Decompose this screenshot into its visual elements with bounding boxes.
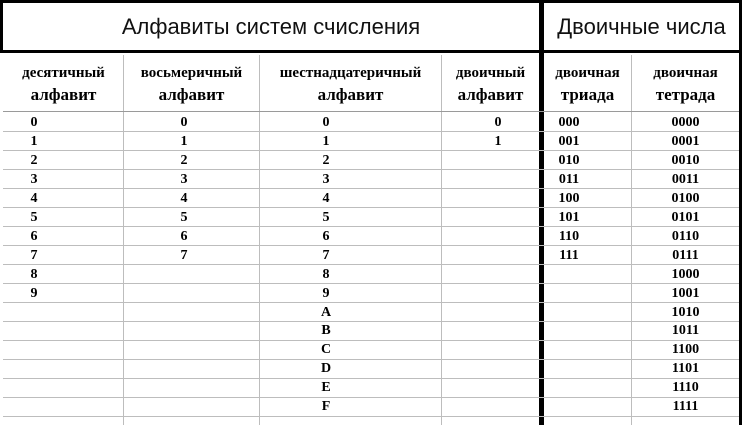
decimal-cell: 6 <box>30 228 38 244</box>
tetrad-cell: 0110 <box>671 228 700 244</box>
triad-cell <box>544 321 594 340</box>
decimal-cell: 5 <box>30 209 38 225</box>
triad-cell: 001 <box>558 133 580 149</box>
tetrad-cell: 1011 <box>671 323 700 339</box>
binary-cell <box>442 151 554 170</box>
octal-cell <box>124 303 244 322</box>
decimal-header-line2: алфавит <box>30 85 97 104</box>
triad-cell <box>544 340 594 359</box>
triad-header <box>544 62 631 110</box>
octal-cell <box>124 284 244 303</box>
hex-header-line1: шестнадцатеричный <box>279 65 422 81</box>
binary-alphabet-header <box>442 62 539 110</box>
decimal-cell: 3 <box>30 171 38 187</box>
octal-cell <box>124 378 244 397</box>
tetrad-cell: 1110 <box>672 380 699 396</box>
binary-cell <box>442 246 554 265</box>
triad-cell <box>544 265 594 284</box>
decimal-cell <box>4 397 64 416</box>
binary-cell <box>442 321 554 340</box>
hex-cell: E <box>321 380 331 396</box>
octal-cell <box>124 397 244 416</box>
triad-cell: 011 <box>558 171 580 187</box>
binary-cell: 1 <box>494 133 502 149</box>
hex-cell: 1 <box>322 133 330 149</box>
tetrad-cell: 0011 <box>671 171 700 187</box>
tetrad-cell: 1000 <box>671 266 700 282</box>
binary-cell <box>442 170 554 189</box>
tetrad-cell: 1100 <box>671 342 700 358</box>
hex-cell: 7 <box>322 247 330 263</box>
triad-cell <box>544 284 594 303</box>
hex-cell: 5 <box>322 209 330 225</box>
triad-cell <box>544 378 594 397</box>
octal-cell <box>124 321 244 340</box>
tetrad-cell: 1010 <box>671 304 700 320</box>
hex-cell: B <box>321 323 331 339</box>
triad-header-line2: триада <box>560 85 615 104</box>
hex-cell: 9 <box>322 285 330 301</box>
row-separator <box>3 416 739 417</box>
binary-cell: 0 <box>494 115 502 130</box>
octal-cell <box>124 340 244 359</box>
hex-cell: 4 <box>322 190 330 206</box>
binary-numbers-title: Двоичные числа <box>557 14 726 39</box>
alphabets-title: Алфавиты систем счисления <box>121 14 421 39</box>
tetrad-header <box>632 62 739 110</box>
triad-cell: 110 <box>558 228 580 244</box>
binary-header-line2: алфавит <box>457 85 524 104</box>
binary-cell <box>442 378 554 397</box>
binary-cell <box>442 227 554 246</box>
header-separator <box>3 111 739 112</box>
binary-header-line1: двоичный <box>455 65 526 81</box>
binary-cell <box>442 284 554 303</box>
hex-cell: 0 <box>322 115 330 130</box>
tetrad-cell: 0100 <box>671 190 700 206</box>
octal-header-line2: алфавит <box>158 85 225 104</box>
octal-cell: 7 <box>180 247 188 263</box>
decimal-cell: 7 <box>30 247 38 263</box>
decimal-cell <box>4 303 64 322</box>
triad-cell <box>544 397 594 416</box>
octal-cell: 5 <box>180 209 188 225</box>
hex-cell: A <box>320 304 332 320</box>
hex-cell: C <box>320 342 332 358</box>
tetrad-cell: 0101 <box>671 209 700 225</box>
hex-cell: 2 <box>322 152 330 168</box>
triad-cell <box>544 303 594 322</box>
triad-header-line1: двоичная <box>555 65 620 81</box>
octal-cell: 1 <box>180 133 188 149</box>
triad-cell: 111 <box>559 247 579 263</box>
tetrad-header-line1: двоичная <box>653 65 718 81</box>
triad-cell: 100 <box>558 190 580 206</box>
binary-cell <box>442 340 554 359</box>
hex-cell: 8 <box>322 266 330 282</box>
decimal-alphabet-header <box>4 62 123 110</box>
octal-cell: 6 <box>180 228 188 244</box>
tetrad-header-line2: тетрада <box>655 85 716 104</box>
binary-cell <box>442 303 554 322</box>
decimal-cell <box>4 321 64 340</box>
decimal-cell: 2 <box>30 152 38 168</box>
octal-header-line1: восьмеричный <box>140 65 243 81</box>
octal-cell: 0 <box>180 115 188 130</box>
hex-cell: D <box>320 361 332 377</box>
hex-cell: 3 <box>322 171 330 187</box>
tetrad-cell: 0001 <box>671 133 700 149</box>
octal-cell: 3 <box>180 171 188 187</box>
tetrad-cell: 1101 <box>671 361 700 377</box>
hex-header-line2: алфавит <box>317 85 384 104</box>
decimal-cell: 1 <box>30 133 38 149</box>
decimal-cell: 0 <box>30 115 38 130</box>
tetrad-cell: 0111 <box>672 247 699 263</box>
decimal-cell <box>4 340 64 359</box>
tetrad-cell: 0000 <box>671 115 700 130</box>
hex-cell: F <box>321 399 331 415</box>
decimal-cell: 9 <box>30 285 38 301</box>
tetrad-cell: 1111 <box>672 399 699 415</box>
hex-cell: 6 <box>322 228 330 244</box>
hex-alphabet-header <box>260 62 441 110</box>
tetrad-cell: 1001 <box>671 285 700 301</box>
octal-cell <box>124 359 244 378</box>
decimal-cell: 4 <box>30 190 38 206</box>
octal-alphabet-header <box>124 62 259 110</box>
decimal-header-line1: десятичный <box>22 65 105 81</box>
triad-cell: 101 <box>558 209 580 225</box>
octal-cell: 2 <box>180 152 188 168</box>
triad-cell <box>544 359 594 378</box>
binary-cell <box>442 208 554 227</box>
binary-cell <box>442 397 554 416</box>
decimal-cell <box>4 359 64 378</box>
decimal-cell: 8 <box>30 266 38 282</box>
binary-cell <box>442 359 554 378</box>
triad-cell: 000 <box>558 115 580 130</box>
octal-cell: 4 <box>180 190 188 206</box>
octal-cell <box>124 265 244 284</box>
triad-cell: 010 <box>558 152 580 168</box>
binary-cell <box>442 265 554 284</box>
decimal-cell <box>4 378 64 397</box>
tetrad-cell: 0010 <box>671 152 700 168</box>
binary-cell <box>442 189 554 208</box>
